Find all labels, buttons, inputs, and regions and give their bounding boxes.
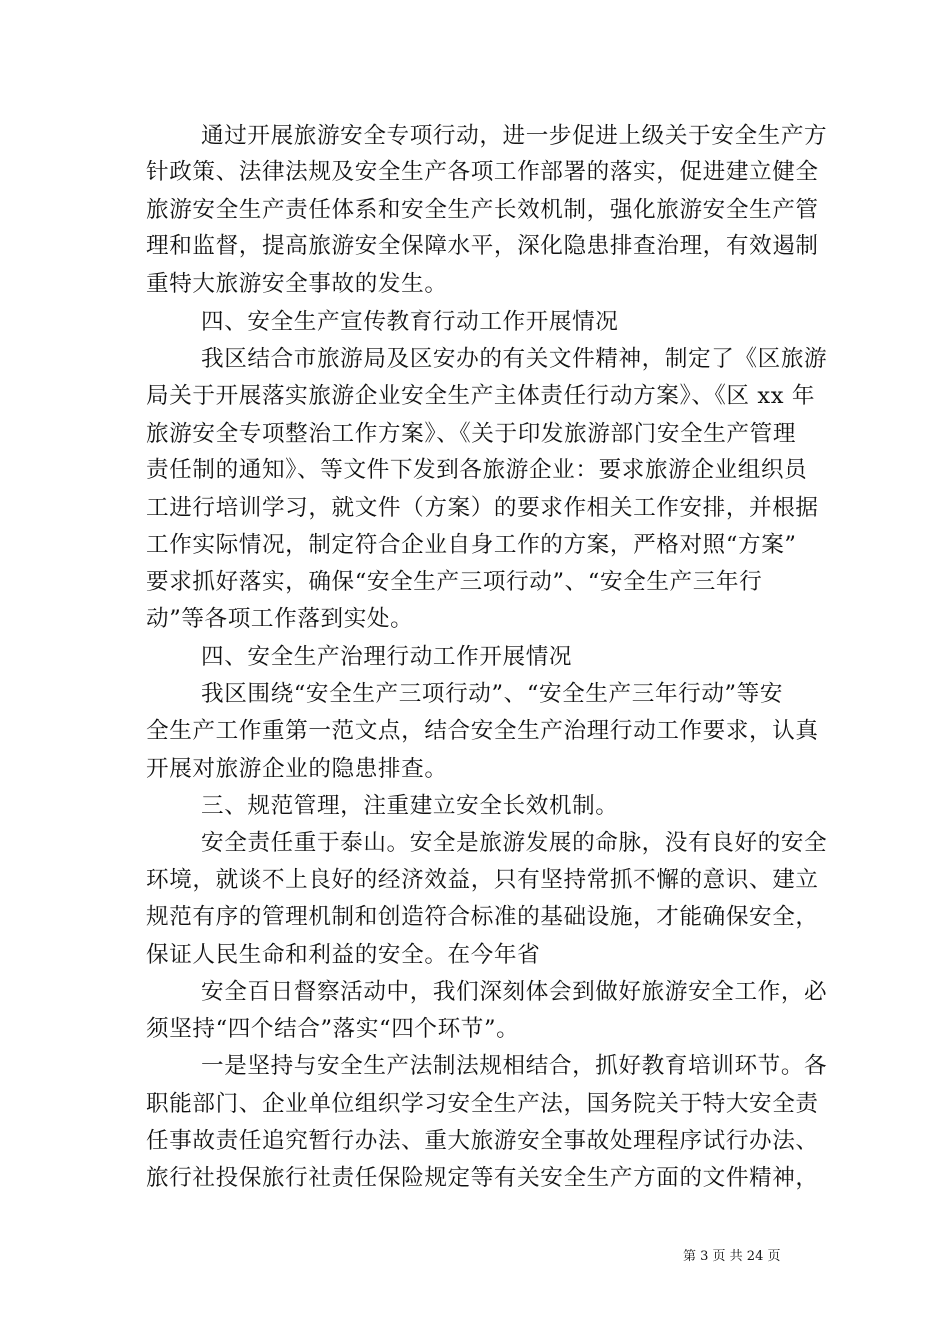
text-line: 开展对旅游企业的隐患排查。 [146, 756, 448, 782]
section-heading: 三、规范管理，注重建立安全长效机制。 [201, 793, 619, 819]
text-line: 要求抓好落实，确保“安全生产三项行动”、“安全生产三年行 [146, 569, 763, 595]
text-line: 保证人民生命和利益的安全。在今年省 [146, 942, 541, 968]
text-line: 针政策、法律法规及安全生产各项工作部署的落实，促进建立健全 [146, 159, 819, 185]
text-line: 旅游安全专项整治工作方案》、《关于印发旅游部门安全生产管理 [146, 421, 797, 447]
text-line: 职能部门、企业单位组织学习安全生产法，国务院关于特大安全责 [146, 1091, 819, 1117]
text-line: 须坚持“四个结合”落实“四个环节”。 [146, 1016, 520, 1042]
text-line: 全生产工作重第一范文点，结合安全生产治理行动工作要求，认真 [146, 718, 819, 744]
text-line: 旅游安全生产责任体系和安全生产长效机制，强化旅游安全生产管 [146, 197, 819, 223]
text-line: 动”等各项工作落到实处。 [146, 606, 414, 632]
text-line: 局关于开展落实旅游企业安全生产主体责任行动方案》、《区 xx 年 [146, 383, 816, 409]
page-number: 第 3 页 共 24 页 [683, 1249, 781, 1264]
text-line: 重特大旅游安全事故的发生。 [146, 271, 448, 297]
text-line: 环境，就谈不上良好的经济效益，只有坚持常抓不懈的意识、建立 [146, 867, 819, 893]
text-line: 通过开展旅游安全专项行动，进一步促进上级关于安全生产方 [201, 123, 828, 149]
text-line: 我区围绕“安全生产三项行动”、“安全生产三年行动”等安 [201, 681, 784, 707]
text-line: 工作实际情况，制定符合企业自身工作的方案，严格对照“方案” [146, 532, 797, 558]
section-heading: 四、安全生产治理行动工作开展情况 [201, 644, 573, 670]
text-line: 安全百日督察活动中，我们深刻体会到做好旅游安全工作，必 [201, 979, 828, 1005]
text-line: 我区结合市旅游局及区安办的有关文件精神，制定了《区旅游 [201, 346, 828, 372]
text-line: 旅行社投保旅行社责任保险规定等有关安全生产方面的文件精神， [146, 1165, 819, 1191]
section-heading: 四、安全生产宣传教育行动工作开展情况 [201, 309, 619, 335]
text-line: 规范有序的管理机制和创造符合标准的基础设施，才能确保安全， [146, 904, 819, 930]
text-line: 理和监督，提高旅游安全保障水平，深化隐患排查治理，有效遏制 [146, 233, 819, 259]
text-line: 工进行培训学习，就文件（方案）的要求作相关工作安排，并根据 [146, 495, 819, 521]
text-line: 任事故责任追究暂行办法、重大旅游安全事故处理程序试行办法、 [146, 1128, 819, 1154]
text-line: 一是坚持与安全生产法制法规相结合，抓好教育培训环节。各 [201, 1053, 828, 1079]
text-line: 安全责任重于泰山。安全是旅游发展的命脉，没有良好的安全 [201, 830, 828, 856]
text-line: 责任制的通知》、等文件下发到各旅游企业：要求旅游企业组织员 [146, 457, 808, 483]
